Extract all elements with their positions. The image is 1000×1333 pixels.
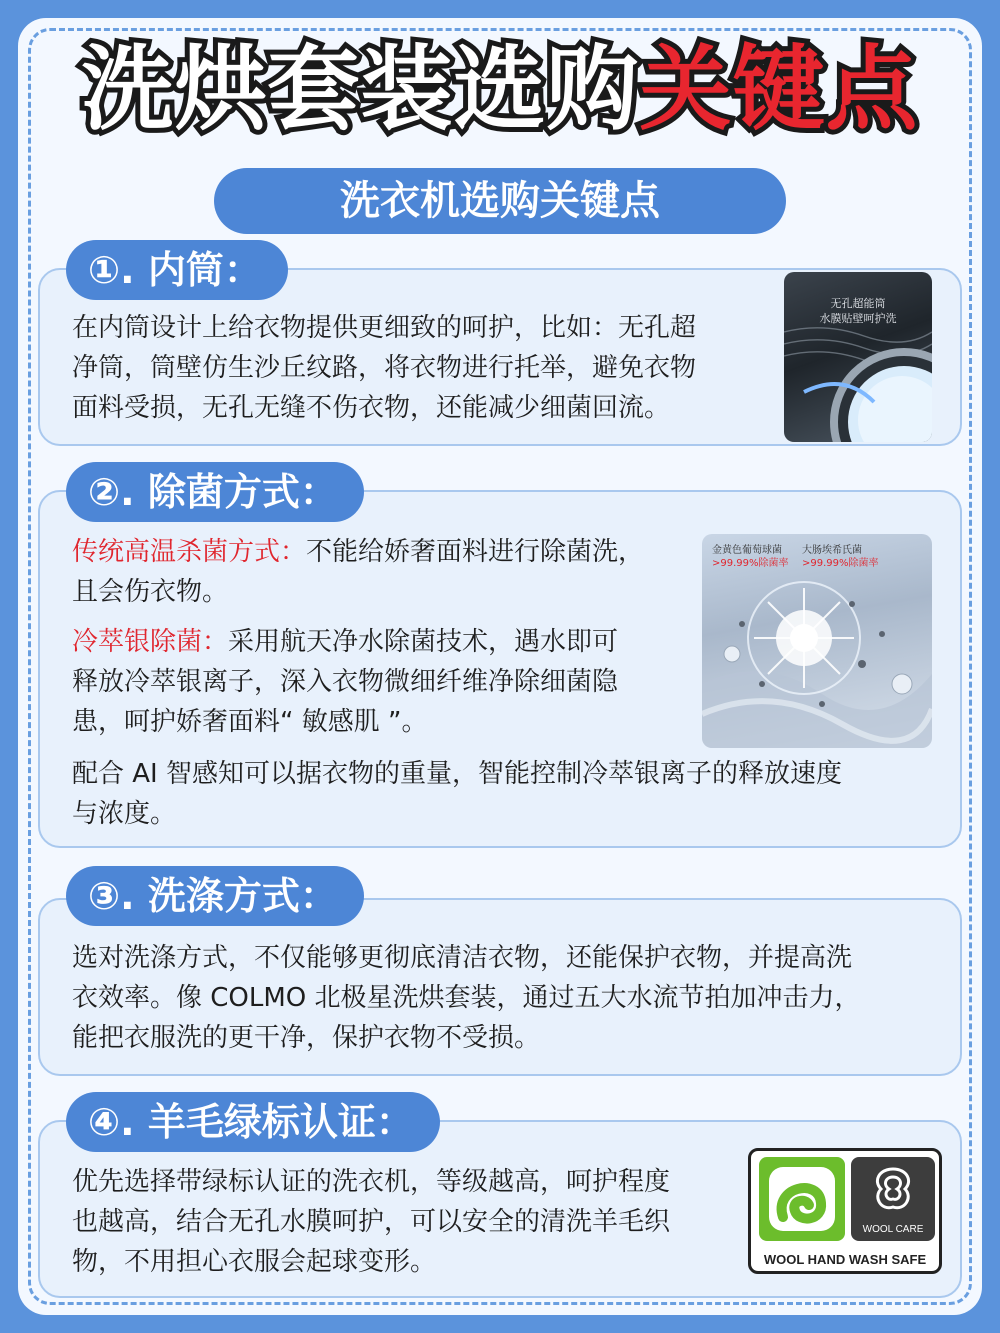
wool-care-logo: [748, 1148, 942, 1274]
wool-care-text: WOOL CARE: [862, 1224, 924, 1235]
item-1-label: 传统高温杀菌方式：: [72, 537, 307, 567]
title-part-1: 洗烘套装选购: [81, 36, 640, 143]
section-2-item-2: 冷萃银除菌：采用航天净水除菌技术，遇水即可 释放冷萃银离子，深入衣物微细纤维净除细菌隐 患，呵护娇奢面料“ 敏感肌 ”。: [72, 627, 619, 737]
section-2-heading: ②. 除菌方式：: [66, 462, 364, 522]
section-1-text: [72, 308, 696, 428]
section-1-line-3: 面料受损，无孔无缝不伤衣物，还能减少细菌回流。: [72, 393, 671, 423]
section-1-line-1: 在内筒设计上给衣物提供更细致的呵护，比如：无孔超: [72, 313, 697, 343]
drum-photo: [784, 272, 932, 442]
subtitle-pill: 洗衣机选购关键点: [214, 168, 786, 234]
wool-icon: [851, 1157, 935, 1241]
item-2-label: 冷萃银除菌：: [72, 627, 229, 657]
section-1-heading: ①. 内筒：: [66, 240, 288, 300]
section-3-heading: ③. 洗涤方式：: [66, 866, 364, 926]
bacteria-label-right: 大肠埃希氏菌 >99.99%除菌率: [802, 545, 879, 569]
section-3-text: 选对洗涤方式，不仅能够更彻底清洁衣物，还能保护衣物，并提高洗 衣效率。像 COLMO 北极星洗烘套装，通过五大水流节拍加冲击力， 能把衣服洗的更干净，保护衣物不受损。: [72, 943, 861, 1053]
drum-caption: 无孔超能筒 水膜贴壁呵护洗: [819, 297, 897, 325]
wool-hand-wash-text: WOOL HAND WASH SAFE: [763, 1252, 927, 1267]
bacteria-label-left: 金黄色葡萄球菌 >99.99%除菌率: [712, 545, 789, 569]
section-1-line-2: 净筒，筒壁仿生沙丘纹路，将衣物进行托举，避免衣物: [72, 353, 697, 383]
section-2-item-1: 传统高温杀菌方式：不能给娇奢面料进行除菌洗， 且会伤衣物。: [72, 537, 645, 607]
section-4-text: 优先选择带绿标认证的洗衣机，等级越高，呵护程度 也越高，结合无孔水膜呵护，可以安全的清洗羊毛织 物，不用担心衣服会起球变形。: [72, 1167, 671, 1277]
title-part-2: 关键点: [639, 36, 919, 143]
section-4-heading: ④. 羊毛绿标认证：: [66, 1092, 440, 1152]
silver-ion-photo: [702, 534, 932, 748]
section-2-extra: 配合 AI 智感知可以据衣物的重量，智能控制冷萃银离子的释放速度 与浓度。: [72, 759, 842, 829]
page-title: [0, 30, 1000, 150]
green-mark-icon: [759, 1157, 845, 1241]
